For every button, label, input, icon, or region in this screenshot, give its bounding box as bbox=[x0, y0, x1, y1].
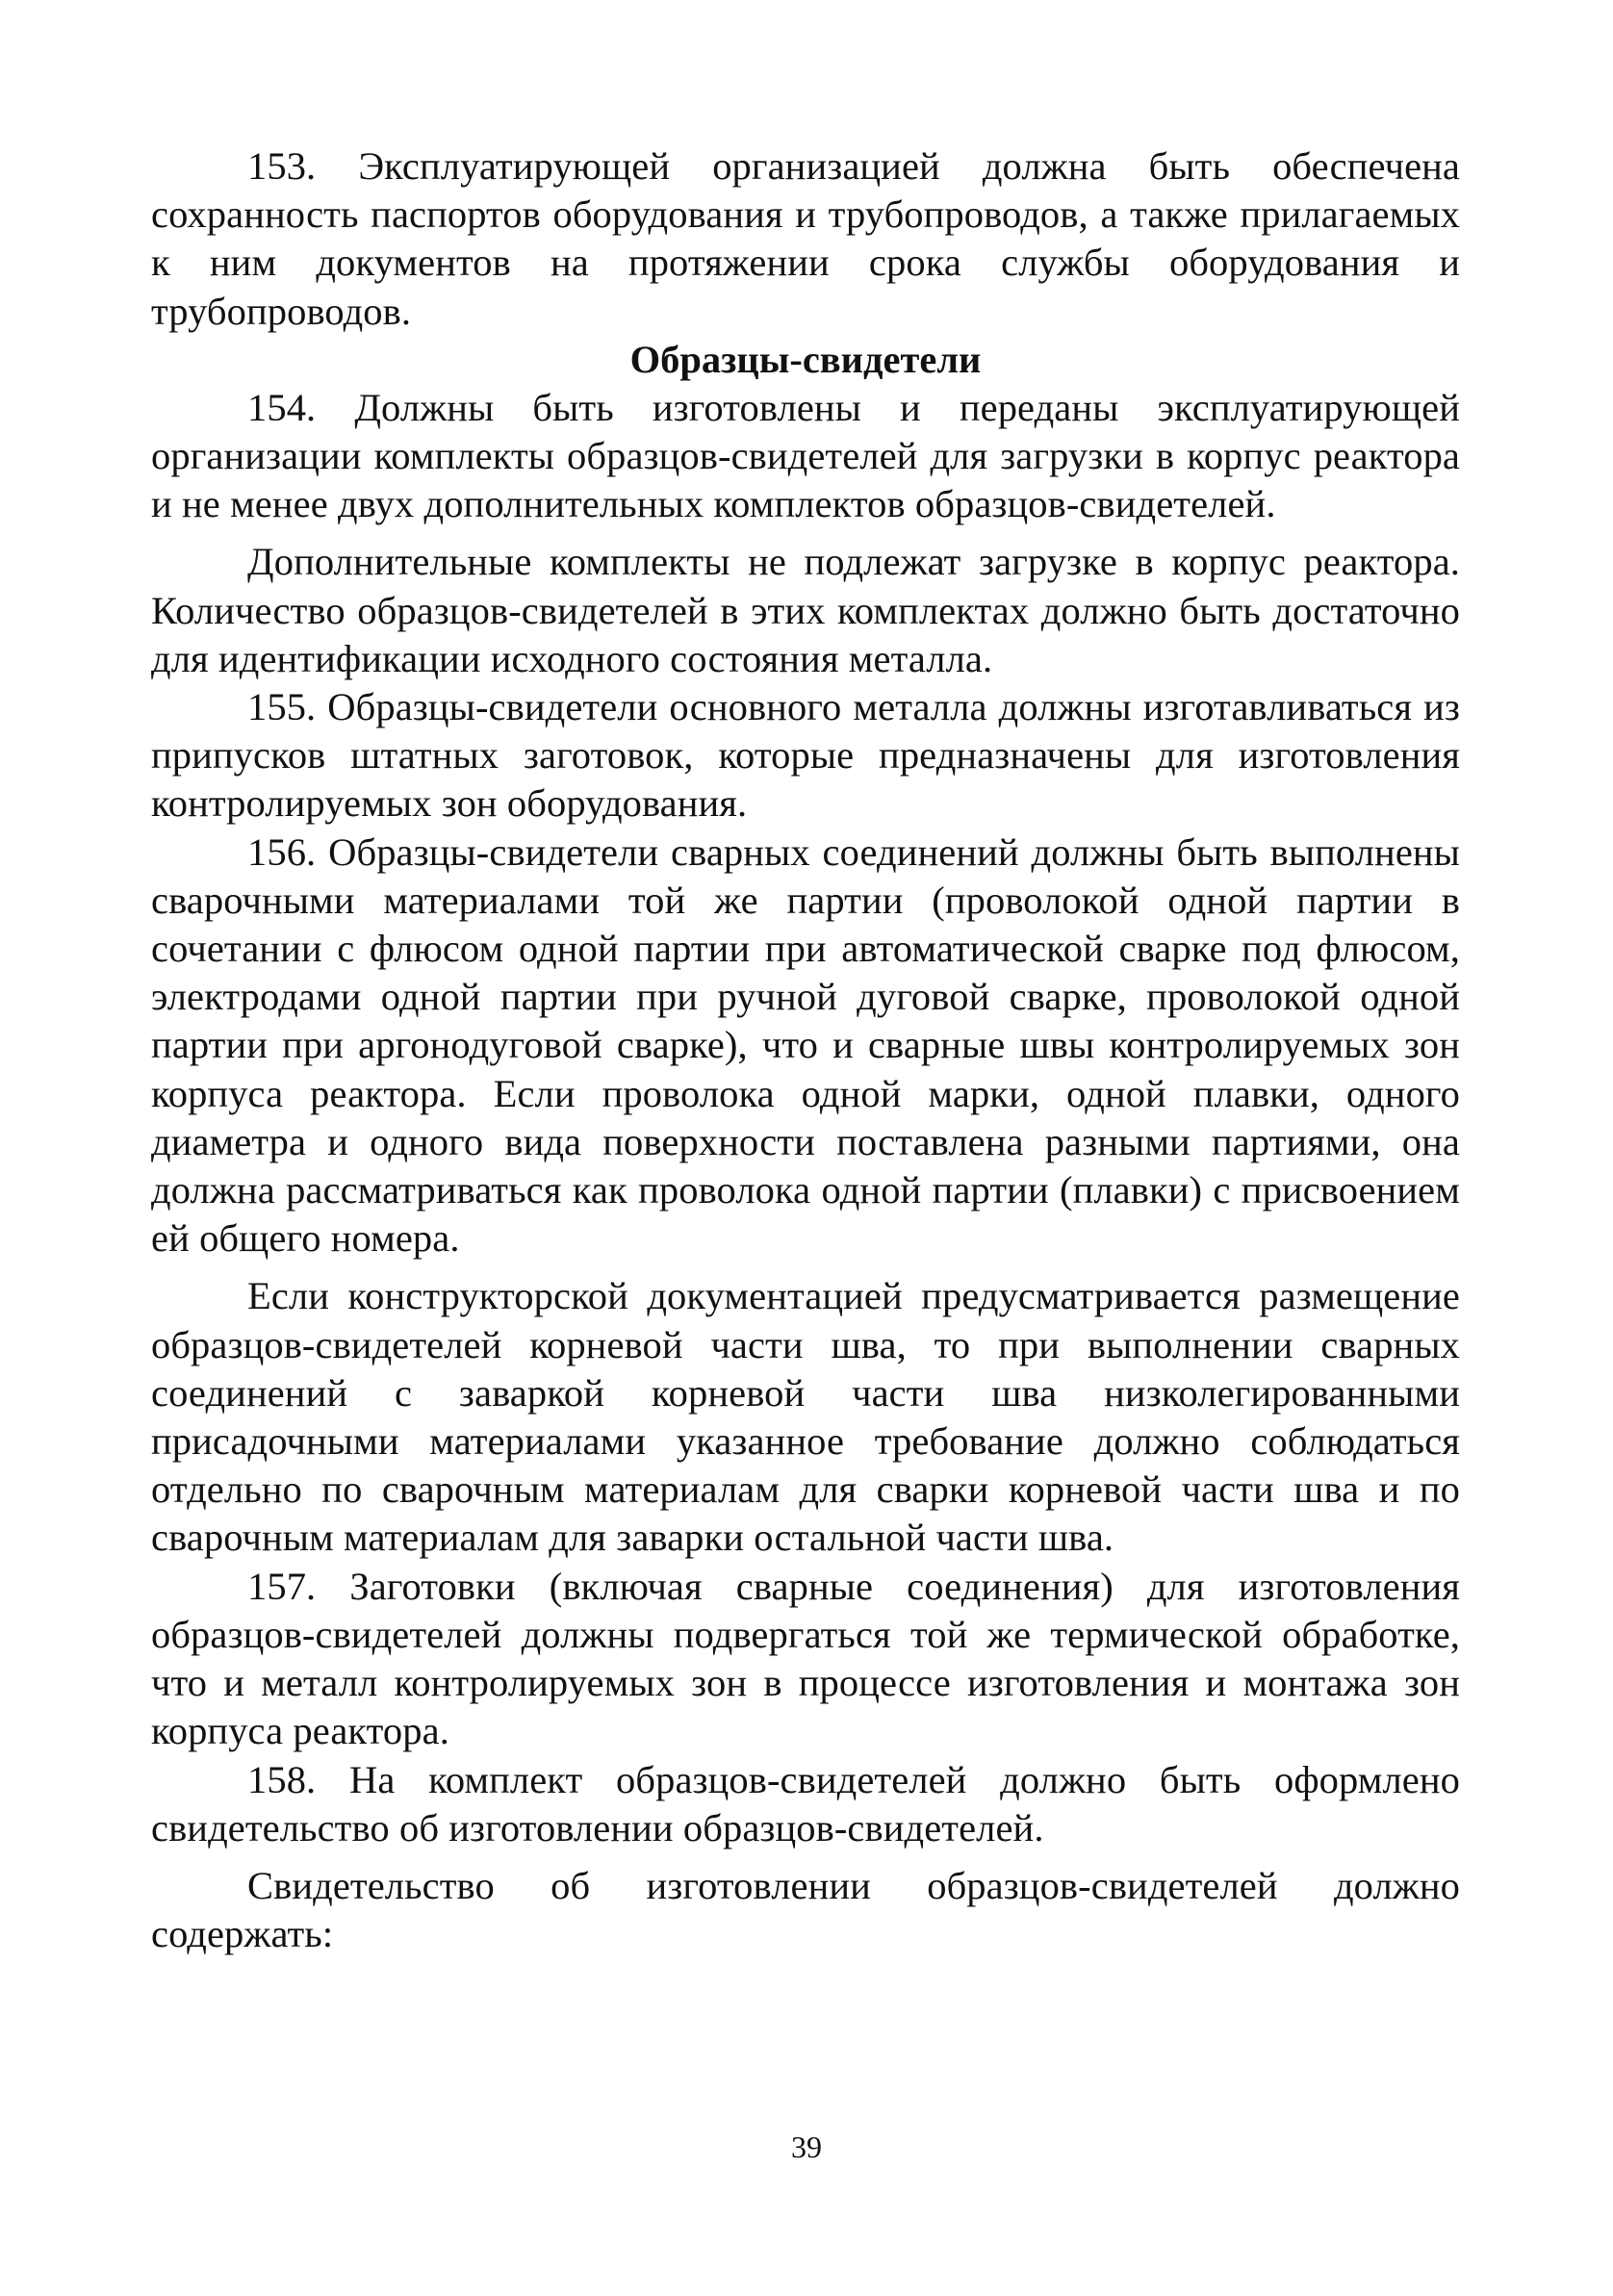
paragraph: 156. Образцы-свидетели сварных соединений должны быть выполнены сварочными материалами той же партии (проволокой одной партии в сочетании с флюсом одной партии при автоматической сварке под флюсом, электродами одной партии при ручной дуговой сварке, проволокой одной партии при аргонодуговой сварке), что и сварные швы контролируемых зон корпуса реактора. Если проволока одной марки, одной плавки, одного диаметра и одного вида поверхности поставлена разными партиями, она должна рассматриваться как проволока одной партии (плавки) с присвоением ей общего номера. bbox=[151, 829, 1460, 1261]
paragraph-list bbox=[151, 384, 1460, 1959]
paragraph: Если конструкторской документацией предусматривается размещение образцов-свидетелей корневой части шва, то при выполнении сварных соединений с заваркой корневой части шва низколегированными присадочными материалами указанное требование должно соблюдаться отдельно по сварочным материалам для сварки корневой части шва и по сварочным материалам для заварки остальной части шва. bbox=[151, 1274, 1460, 1560]
paragraph: 158. На комплект образцов-свидетелей должно быть оформлено свидетельство об изготовлении образцов-свидетелей. bbox=[151, 1757, 1460, 1850]
paragraph: 154. Должны быть изготовлены и переданы эксплуатирующей организации комплекты образцов-свидетелей для загрузки в корпус реактора и не менее двух дополнительных комплектов образцов-свидетелей. bbox=[151, 385, 1460, 526]
paragraph-153: 153. Эксплуатирующей организацией должна быть обеспечена сохранность паспортов оборудования и трубопроводов, а также прилагаемых к ним документов на протяжении срока службы оборудования и трубопроводов. bbox=[151, 144, 1460, 333]
document-body bbox=[151, 142, 1460, 1958]
page-number: 39 bbox=[791, 2130, 822, 2164]
section-heading: Образцы-свидетели bbox=[629, 337, 982, 381]
paragraph: Дополнительные комплекты не подлежат загрузке в корпус реактора. Количество образцов-свидетелей в этих комплектах должно быть достаточно для идентификации исходного состояния металла. bbox=[151, 540, 1460, 680]
paragraph: Свидетельство об изготовлении образцов-свидетелей должно содержать: bbox=[151, 1863, 1460, 1956]
paragraph: 157. Заготовки (включая сварные соединения) для изготовления образцов-свидетелей должны подвергаться той же термической обработке, что и металл контролируемых зон в процессе изготовления и монтажа зон корпуса реактора. bbox=[151, 1564, 1460, 1753]
paragraph: 155. Образцы-свидетели основного металла должны изготавливаться из припусков штатных заготовок, которые предназначены для изготовления контролируемых зон оборудования. bbox=[151, 685, 1460, 826]
